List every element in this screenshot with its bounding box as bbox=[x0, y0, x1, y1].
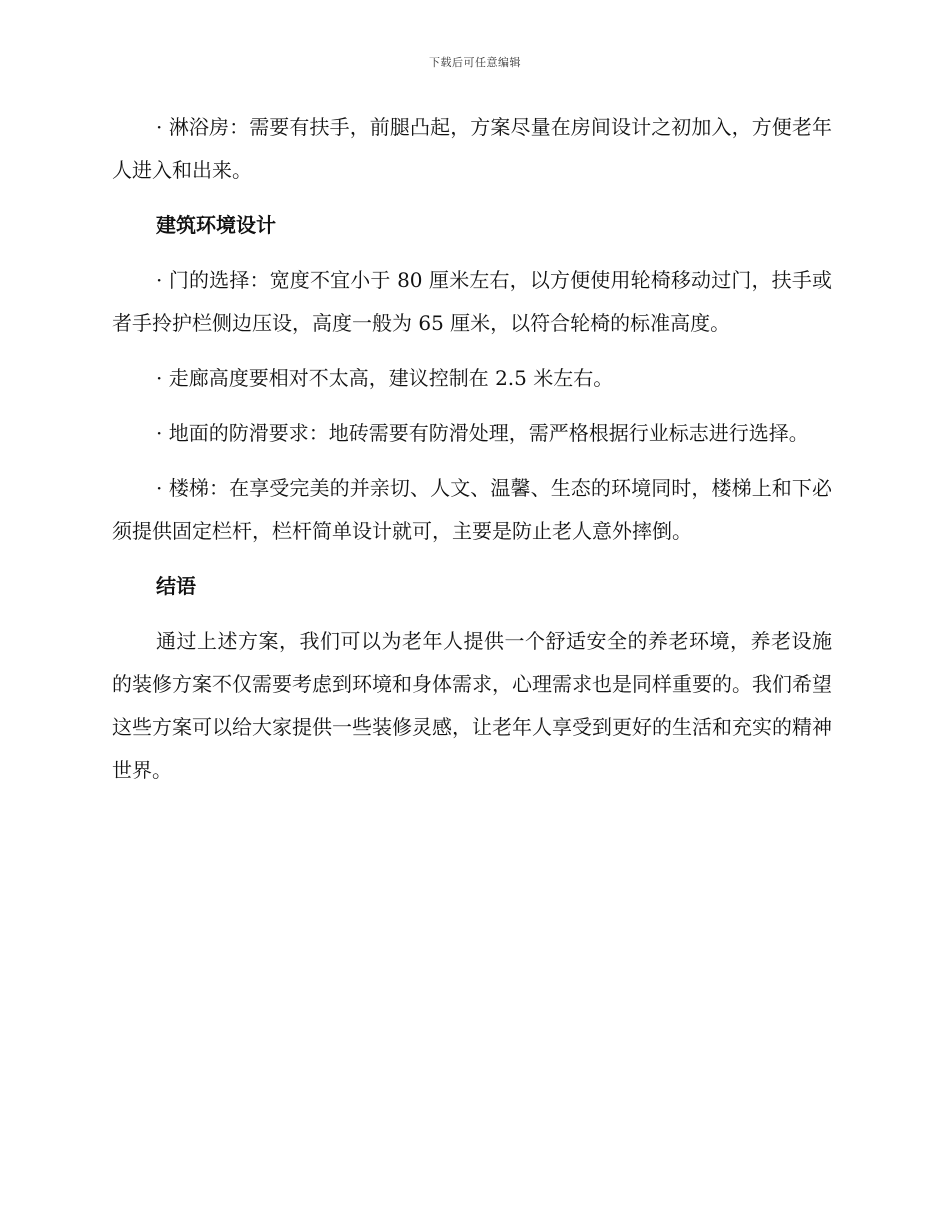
paragraph-stairs: · 楼梯：在享受完美的并亲切、人文、温馨、生态的环境同时，楼梯上和下必须提供固定栏杆，栏杆简单设计就可，主要是防止老人意外摔倒。 bbox=[112, 476, 832, 543]
paragraph-conclusion: 通过上述方案，我们可以为老年人提供一个舒适安全的养老环境，养老设施的装修方案不仅需要考虑到环境和身体需求，心理需求也是同样重要的。我们希望这些方案可以给大家提供一些装修灵感，让老年人享受到更好的生活和充实的精神世界。 bbox=[112, 629, 832, 782]
section-heading-building: 建筑环境设计 bbox=[156, 213, 276, 237]
section-heading-conclusion: 结语 bbox=[156, 574, 196, 598]
document-body bbox=[112, 106, 832, 804]
paragraph-corridor: · 走廊高度要相对不太高，建议控制在 2.5 米左右。 bbox=[156, 366, 614, 390]
paragraph-shower: · 淋浴房：需要有扶手，前腿凸起，方案尽量在房间设计之初加入，方便老年人进入和出来。 bbox=[112, 115, 832, 182]
paragraph-door: · 门的选择：宽度不宜小于 80 厘米左右，以方便使用轮椅移动过门，扶手或者手拎护栏侧边压设，高度一般为 65 厘米，以符合轮椅的标准高度。 bbox=[112, 268, 832, 335]
paragraph-floor: · 地面的防滑要求：地砖需要有防滑处理，需严格根据行业标志进行选择。 bbox=[156, 421, 809, 445]
page-header-note: 下载后可任意编辑 bbox=[429, 56, 521, 69]
